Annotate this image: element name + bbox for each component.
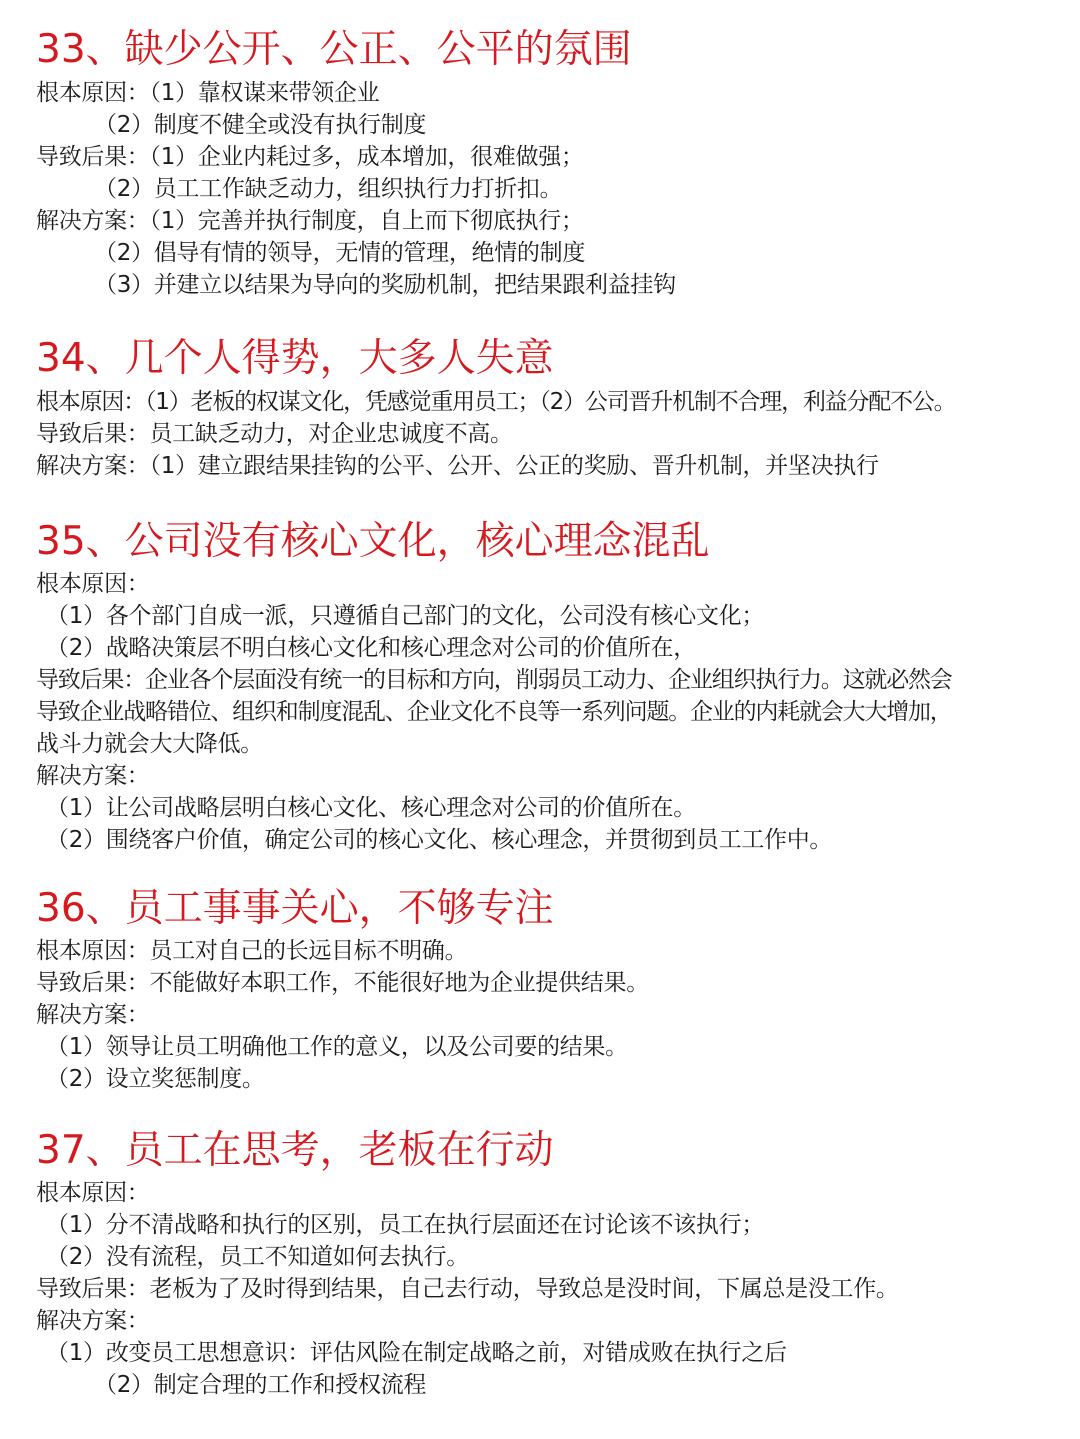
text-line: （2）没有流程，员工不知道如何去执行。 [46,1244,469,1270]
text-line: 解决方案： [36,763,150,789]
text-line: 根本原因： [36,571,150,597]
text-line: （1）让公司战略层明白核心文化、核心理念对公司的价值所在。 [46,795,696,821]
text-line: （1）领导让员工明确他工作的意义，以及公司要的结果。 [46,1034,628,1060]
text-line: （2）制定合理的工作和授权流程 [94,1372,427,1398]
text-line: （2）员工工作缺乏动力，组织执行力打折扣。 [94,176,563,202]
text-line: （2）制度不健全或没有执行制度 [94,112,427,138]
text-line: 导致后果：（1）企业内耗过多，成本增加，很难做强； [36,144,584,170]
text-line: 解决方案：（1）完善并执行制度，自上而下彻底执行； [36,208,584,234]
text-line: 战斗力就会大大降低。 [36,731,264,757]
text-line: 导致后果：不能做好本职工作，不能很好地为企业提供结果。 [36,970,649,996]
text-line: 导致企业战略错位、组织和制度混乱、企业文化不良等一系列问题。企业的内耗就会大大增加， [36,699,952,725]
section-title: 34、几个人得势，大多人失意 [36,336,554,381]
section-title: 36、员工事事关心，不够专注 [36,886,554,931]
text-line: 解决方案： [36,1002,150,1028]
text-line: （2）倡导有情的领导，无情的管理，绝情的制度 [94,240,586,266]
section-title: 35、公司没有核心文化，核心理念混乱 [36,519,710,564]
text-line: 根本原因：（1）靠权谋来带领企业 [36,80,380,106]
text-line: 导致后果：企业各个层面没有统一的目标和方向，削弱员工动力、企业组织执行力。这就必然会 [36,667,952,693]
text-line: （2）战略决策层不明白核心文化和核心理念对公司的价值所在， [46,635,696,661]
text-line: 解决方案：（1）建立跟结果挂钩的公平、公开、公正的奖励、晋升机制，并坚决执行 [36,453,879,479]
text-line: （2）围绕客户价值，确定公司的核心文化、核心理念，并贯彻到员工工作中。 [46,827,833,853]
text-line: 解决方案： [36,1308,150,1334]
text-line: （2）设立奖惩制度。 [46,1066,265,1092]
text-line: 导致后果：老板为了及时得到结果，自己去行动，导致总是没时间，下属总是没工作。 [36,1276,899,1302]
section-title: 37、员工在思考，老板在行动 [36,1128,554,1173]
text-line: 导致后果：员工缺乏动力，对企业忠诚度不高。 [36,421,513,447]
text-line: （1）各个部门自成一派，只遵循自己部门的文化，公司没有核心文化； [46,603,765,629]
text-line: 根本原因：员工对自己的长远目标不明确。 [36,938,468,964]
section-title: 33、缺少公开、公正、公平的氛围 [36,27,632,72]
text-line: 根本原因： [36,1180,150,1206]
text-line: 根本原因：（1）老板的权谋文化，凭感觉重用员工；（2）公司晋升机制不合理，利益分配不公。 [36,389,956,415]
text-line: （3）并建立以结果为导向的奖励机制，把结果跟利益挂钩 [94,272,676,298]
text-line: （1）改变员工思想意识：评估风险在制定战略之前，对错成败在执行之后 [46,1340,787,1366]
text-line: （1）分不清战略和执行的区别，员工在执行层面还在讨论该不该执行； [46,1212,765,1238]
